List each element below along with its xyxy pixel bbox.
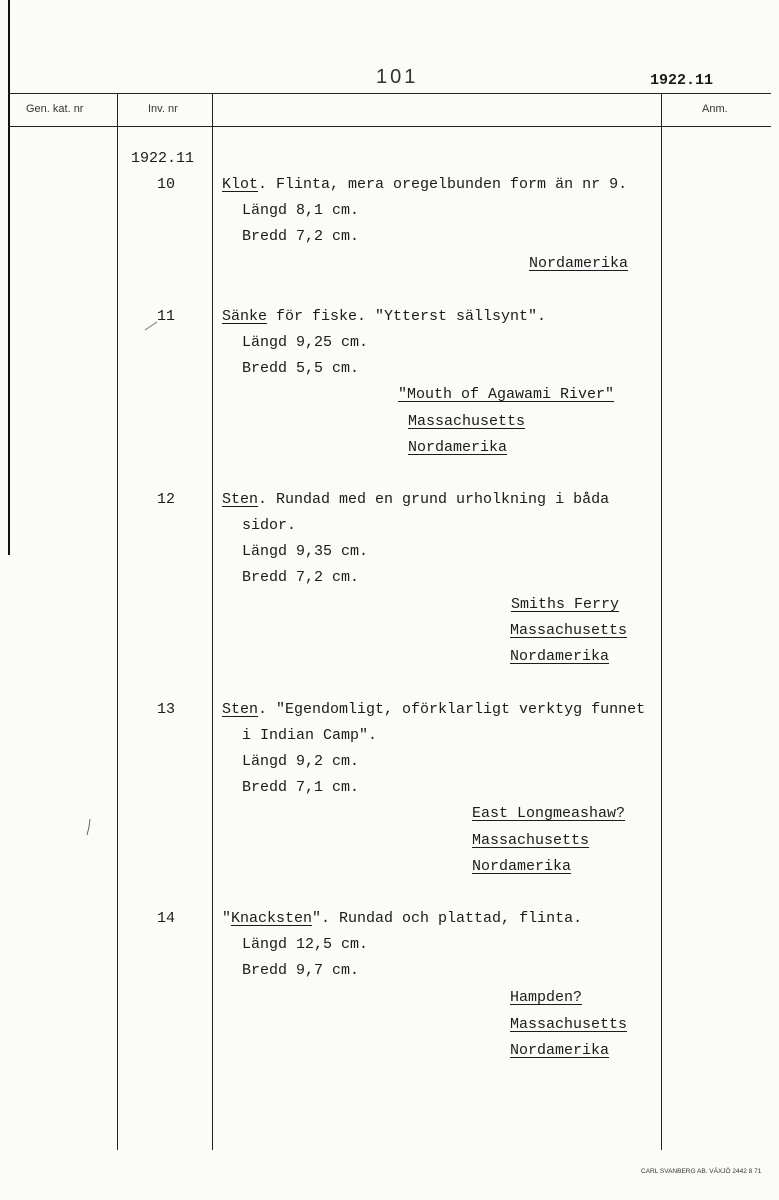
entry-origin: Hampden? [510,989,583,1006]
entry-length: Längd 9,2 cm. [242,753,360,770]
entry-text: ". Rundad och plattad, flinta. [312,910,583,927]
header-bottom-rule [8,126,771,127]
entry-description [222,702,645,717]
entry-description [222,309,546,324]
entry-width: Bredd 7,2 cm. [242,569,360,586]
column-header-gen-kat-nr: Gen. kat. nr [26,103,84,115]
column-header-anm: Anm. [702,103,728,115]
anm-column-rule [661,93,662,1150]
entry-description [222,177,627,192]
entry-title: Sten [222,491,259,508]
entry-origin: Massachusetts [472,832,590,849]
entry-width: Bredd 7,1 cm. [242,779,360,796]
entry-title: Sänke [222,308,268,325]
header-top-rule [8,93,771,94]
inv-number: 14 [157,910,176,927]
entry-continuation: sidor. [242,517,297,534]
entry-origin: Massachusetts [408,413,526,430]
left-margin-rule [8,0,10,555]
entry-origin: Nordamerika [510,648,610,665]
entry-origin: Nordamerika [472,858,572,875]
entry-title-quote: " [222,910,232,927]
entry-text: . Rundad med en grund urholkning i båda [258,491,610,508]
entry-origin: Massachusetts [510,622,628,639]
entry-origin: Nordamerika [408,439,508,456]
printer-imprint: CARL SVANBERG AB. VÄXJÖ 2442 8 71 [641,1168,762,1175]
entry-text: för fiske. "Ytterst sällsynt". [267,308,547,325]
inv-column-rule [117,93,118,1150]
entry-description [222,492,609,507]
page-number: 101 [376,66,419,88]
entry-title: Sten [222,701,259,718]
entry-length: Längd 9,25 cm. [242,334,369,351]
entry-origin: Smiths Ferry [511,596,620,613]
entry-text: . Flinta, mera oregelbunden form än nr 9. [258,176,628,193]
entry-origin: East Longmeashaw? [472,805,626,822]
entry-length: Längd 9,35 cm. [242,543,369,560]
entry-title: Klot [222,176,259,193]
pencil-margin-mark [84,817,96,839]
inv-number: 13 [157,701,176,718]
entry-origin: Nordamerika [510,1042,610,1059]
text-column-rule [212,93,213,1150]
entry-origin: Massachusetts [510,1016,628,1033]
inv-number: 11 [157,308,176,325]
group-date: 1922.11 [131,150,195,167]
entry-text: . "Egendomligt, oförklarligt verktyg funnet [258,701,646,718]
entry-continuation: i Indian Camp". [242,727,378,744]
pencil-tick-mark [143,313,163,333]
entry-length: Längd 12,5 cm. [242,936,369,953]
inv-number: 12 [157,491,176,508]
entry-width: Bredd 7,2 cm. [242,228,360,245]
entry-origin: Nordamerika [529,255,629,272]
entry-origin: "Mouth of Agawami River" [398,386,615,403]
header-date: 1922.11 [650,72,714,89]
entry-width: Bredd 5,5 cm. [242,360,360,377]
entry-description [222,911,582,926]
entry-length: Längd 8,1 cm. [242,202,360,219]
entry-title: Knacksten [231,910,313,927]
column-header-inv-nr: Inv. nr [148,103,178,115]
inv-number: 10 [157,176,176,193]
entry-width: Bredd 9,7 cm. [242,962,360,979]
